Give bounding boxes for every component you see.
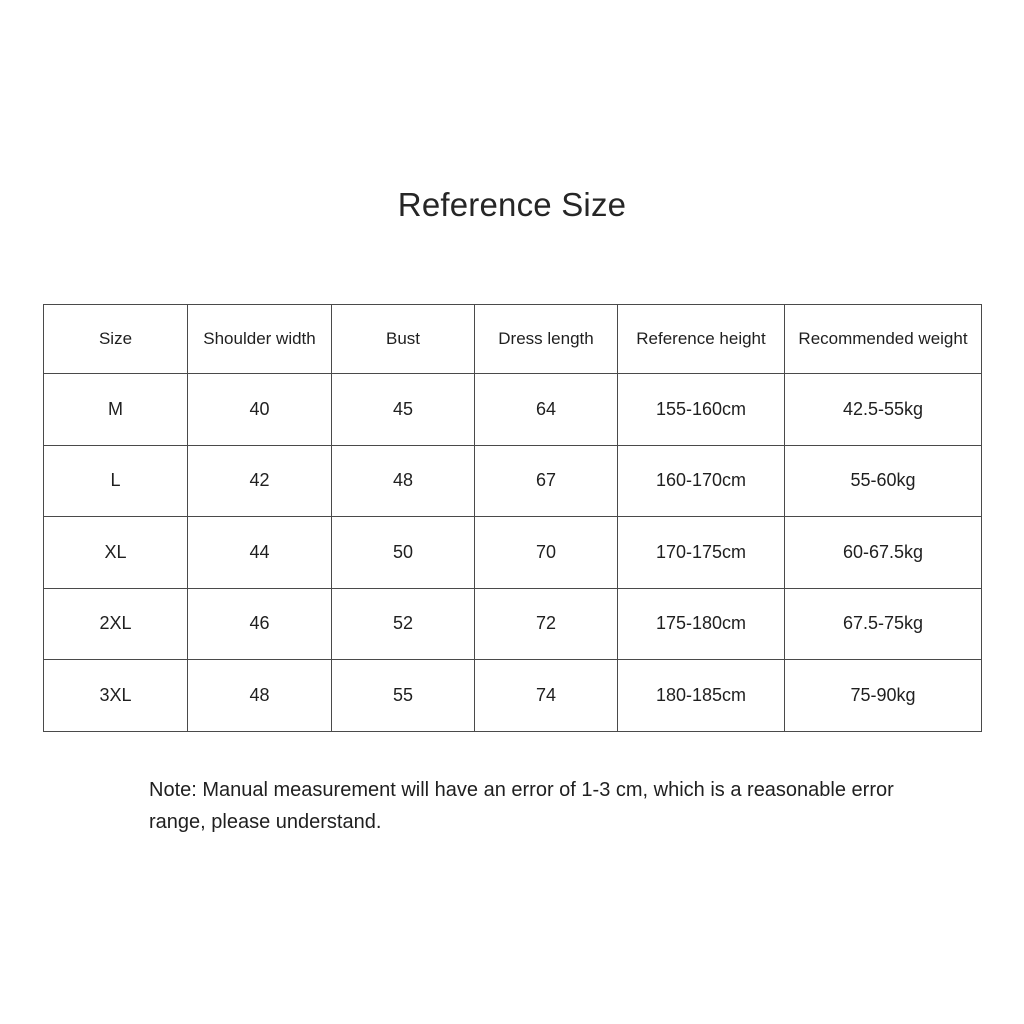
- cell-size: 3XL: [44, 660, 188, 732]
- cell-shoulder-width: 42: [188, 445, 332, 517]
- column-header-reference-height: Reference height: [618, 305, 785, 374]
- cell-recommended-weight: 42.5-55kg: [785, 374, 982, 446]
- cell-recommended-weight: 55-60kg: [785, 445, 982, 517]
- cell-shoulder-width: 40: [188, 374, 332, 446]
- cell-recommended-weight: 75-90kg: [785, 660, 982, 732]
- cell-size: L: [44, 445, 188, 517]
- table-header-row: [44, 305, 982, 374]
- cell-bust: 55: [332, 660, 475, 732]
- column-header-recommended-weight: Recommended weight: [785, 305, 982, 374]
- table-row: [44, 374, 982, 446]
- cell-shoulder-width: 46: [188, 588, 332, 660]
- cell-size: 2XL: [44, 588, 188, 660]
- cell-dress-length: 72: [475, 588, 618, 660]
- size-table-container: [43, 304, 981, 732]
- cell-reference-height: 180-185cm: [618, 660, 785, 732]
- cell-bust: 48: [332, 445, 475, 517]
- column-header-shoulder-width: Shoulder width: [188, 305, 332, 374]
- table-row: [44, 517, 982, 589]
- cell-size: XL: [44, 517, 188, 589]
- cell-dress-length: 64: [475, 374, 618, 446]
- cell-reference-height: 175-180cm: [618, 588, 785, 660]
- cell-reference-height: 160-170cm: [618, 445, 785, 517]
- cell-dress-length: 74: [475, 660, 618, 732]
- cell-shoulder-width: 48: [188, 660, 332, 732]
- cell-dress-length: 70: [475, 517, 618, 589]
- table-body: [44, 374, 982, 732]
- table-row: [44, 588, 982, 660]
- cell-bust: 52: [332, 588, 475, 660]
- size-table: [43, 304, 982, 732]
- cell-dress-length: 67: [475, 445, 618, 517]
- table-row: [44, 660, 982, 732]
- table-row: [44, 445, 982, 517]
- table-header: [44, 305, 982, 374]
- column-header-dress-length: Dress length: [475, 305, 618, 374]
- cell-reference-height: 170-175cm: [618, 517, 785, 589]
- cell-bust: 50: [332, 517, 475, 589]
- cell-shoulder-width: 44: [188, 517, 332, 589]
- cell-recommended-weight: 60-67.5kg: [785, 517, 982, 589]
- cell-recommended-weight: 67.5-75kg: [785, 588, 982, 660]
- page-title: Reference Size: [397, 186, 627, 223]
- column-header-size: Size: [44, 305, 188, 374]
- cell-bust: 45: [332, 374, 475, 446]
- cell-reference-height: 155-160cm: [618, 374, 785, 446]
- column-header-bust: Bust: [332, 305, 475, 374]
- measurement-note: Note: Manual measurement will have an error of 1-3 cm, which is a reasonable error range, please understand.: [149, 779, 894, 833]
- cell-size: M: [44, 374, 188, 446]
